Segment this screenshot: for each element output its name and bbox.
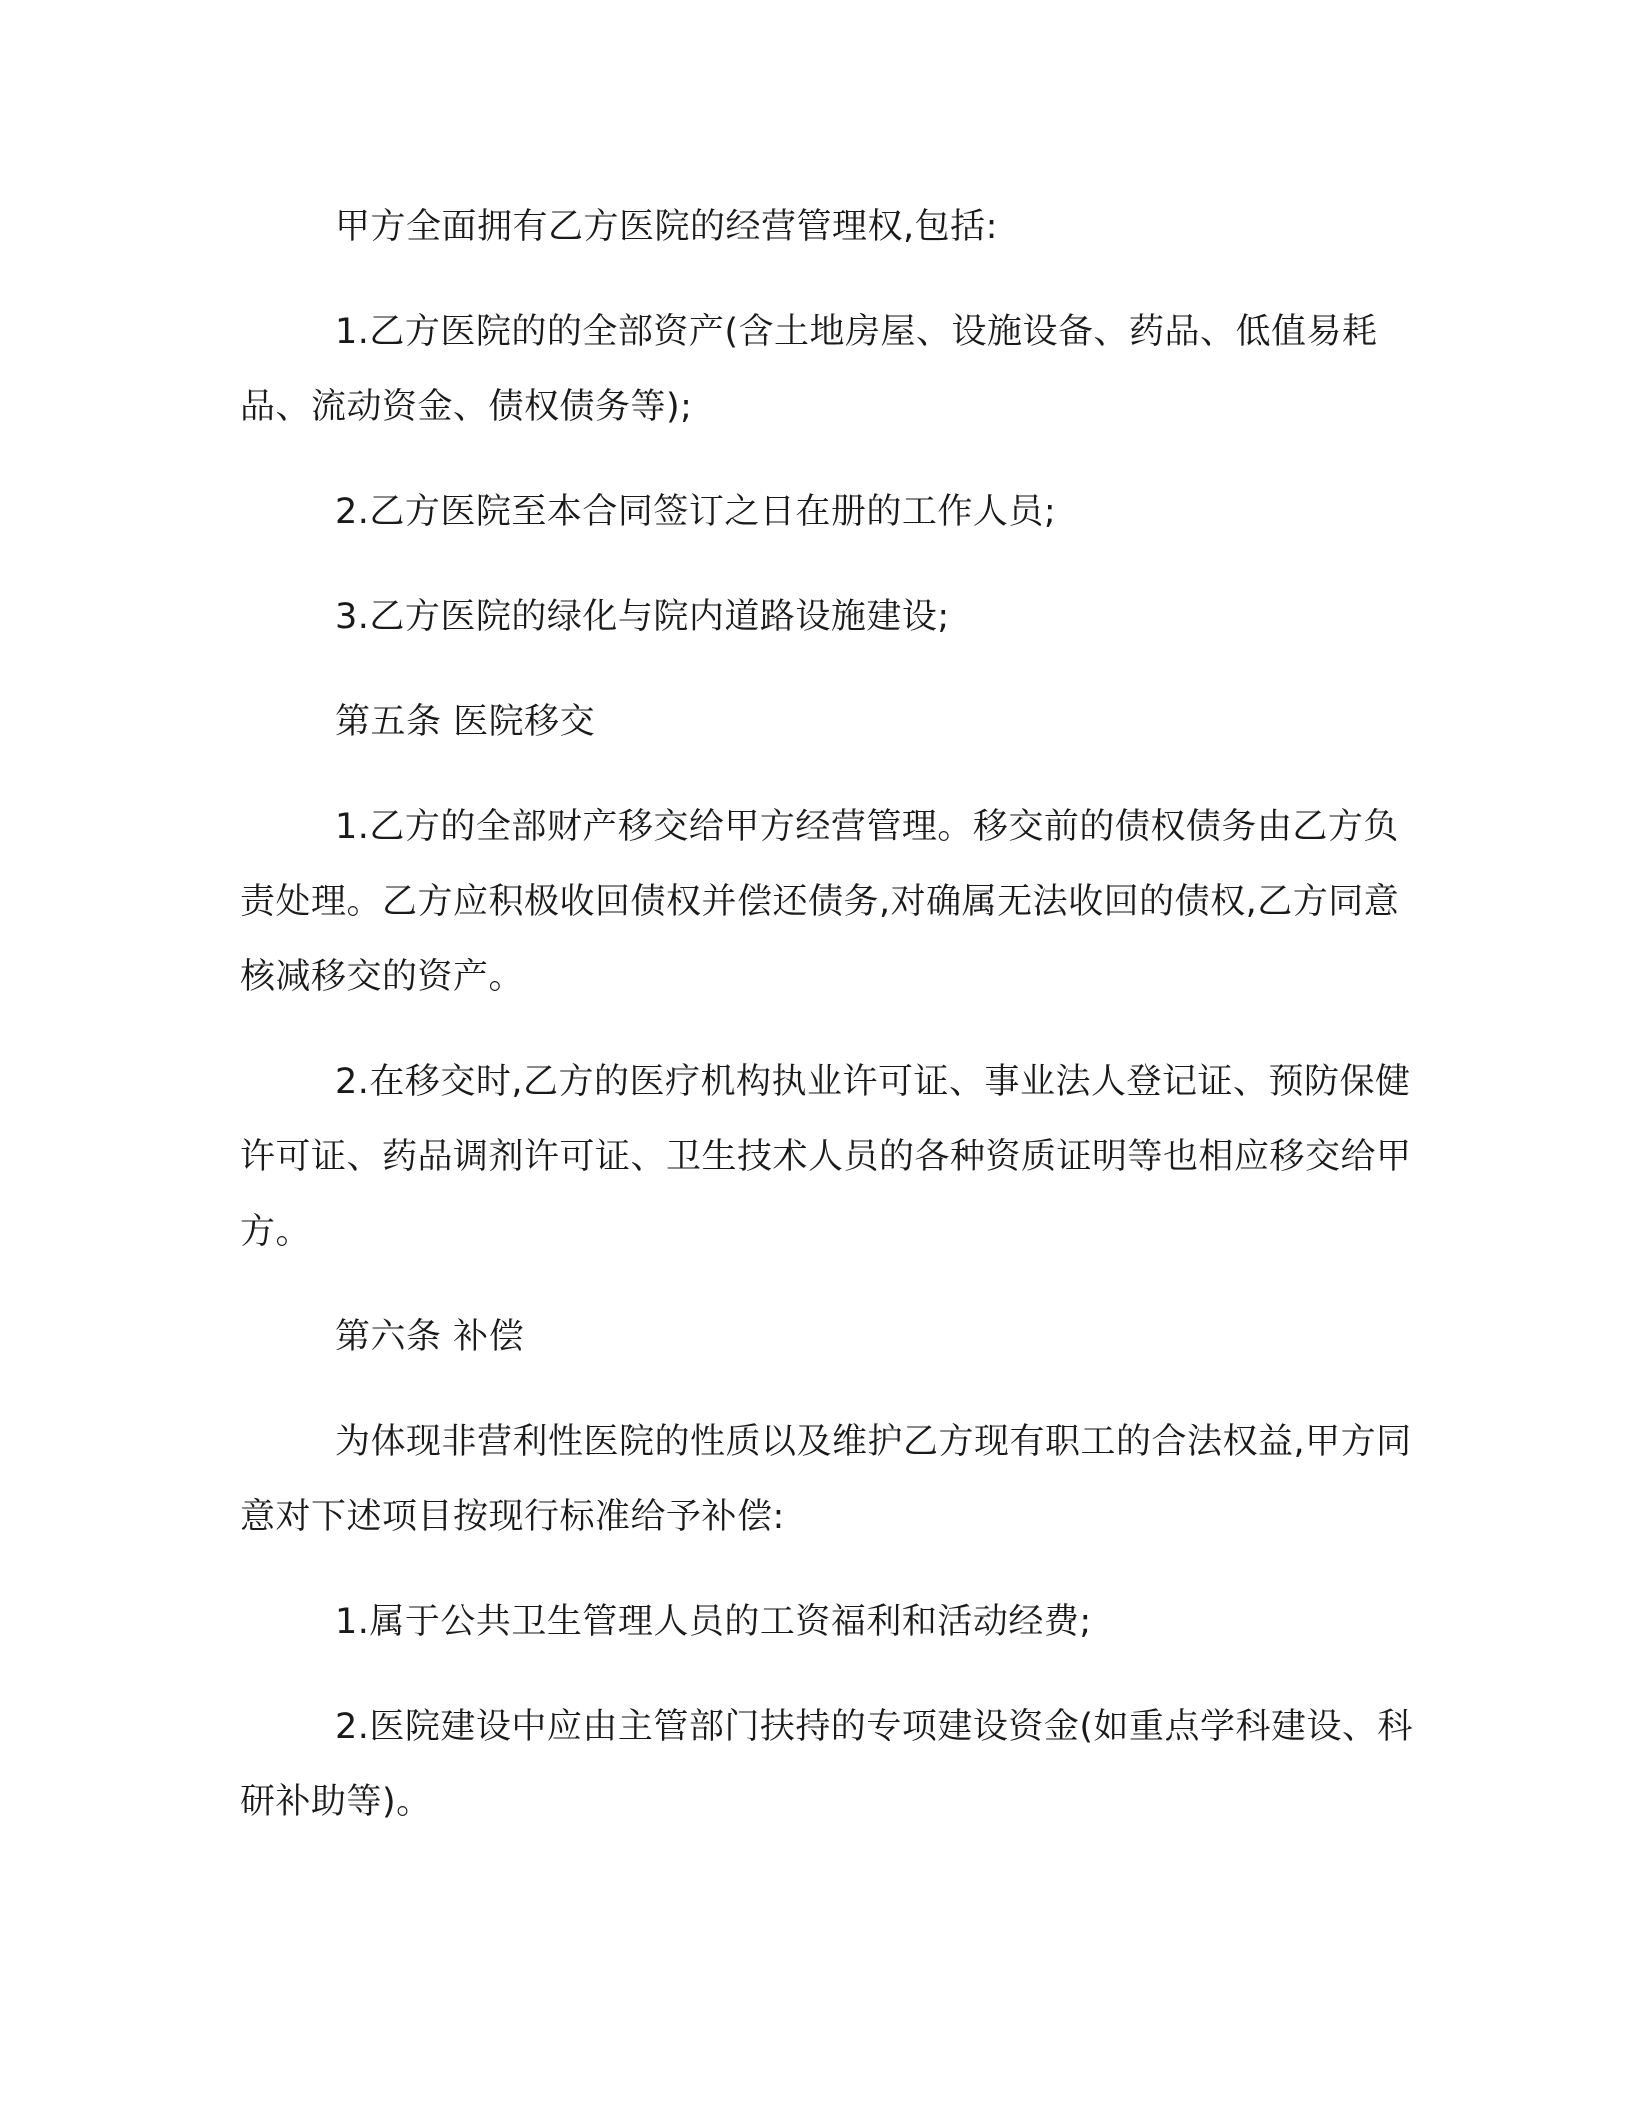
paragraph-management-rights: 甲方全面拥有乙方医院的经营管理权,包括: bbox=[335, 207, 998, 247]
paragraph-compensation-1: 1.属于公共卫生管理人员的工资福利和活动经费; bbox=[335, 1602, 1092, 1642]
paragraph-item-3-greening: 3.乙方医院的绿化与院内道路设施建设; bbox=[335, 597, 950, 637]
paragraph-item-1-assets: 1.乙方医院的的全部资产(含土地房屋、设施设备、药品、低值易耗品、流动资金、债权债务等); bbox=[240, 312, 1378, 427]
document-body bbox=[240, 190, 1420, 1870]
paragraph-compensation-2: 2.医院建设中应由主管部门扶持的专项建设资金(如重点学科建设、科研补助等)。 bbox=[240, 1707, 1414, 1822]
section-heading-article-6: 第六条 补偿 bbox=[335, 1317, 525, 1357]
paragraph-transfer-1: 1.乙方的全部财产移交给甲方经营管理。移交前的债权债务由乙方负责处理。乙方应积极收回债权并偿还债务,对确属无法收回的债权,乙方同意核减移交的资产。 bbox=[240, 807, 1400, 997]
section-heading-article-5: 第五条 医院移交 bbox=[335, 702, 596, 742]
paragraph-transfer-2: 2.在移交时,乙方的医疗机构执业许可证、事业法人登记证、预防保健许可证、药品调剂许可证、卫生技术人员的各种资质证明等也相应移交给甲方。 bbox=[240, 1062, 1412, 1252]
paragraph-compensation-intro: 为体现非营利性医院的性质以及维护乙方现有职工的合法权益,甲方同意对下述项目按现行标准给予补偿: bbox=[240, 1422, 1412, 1537]
paragraph-item-2-staff: 2.乙方医院至本合同签订之日在册的工作人员; bbox=[335, 492, 1057, 532]
